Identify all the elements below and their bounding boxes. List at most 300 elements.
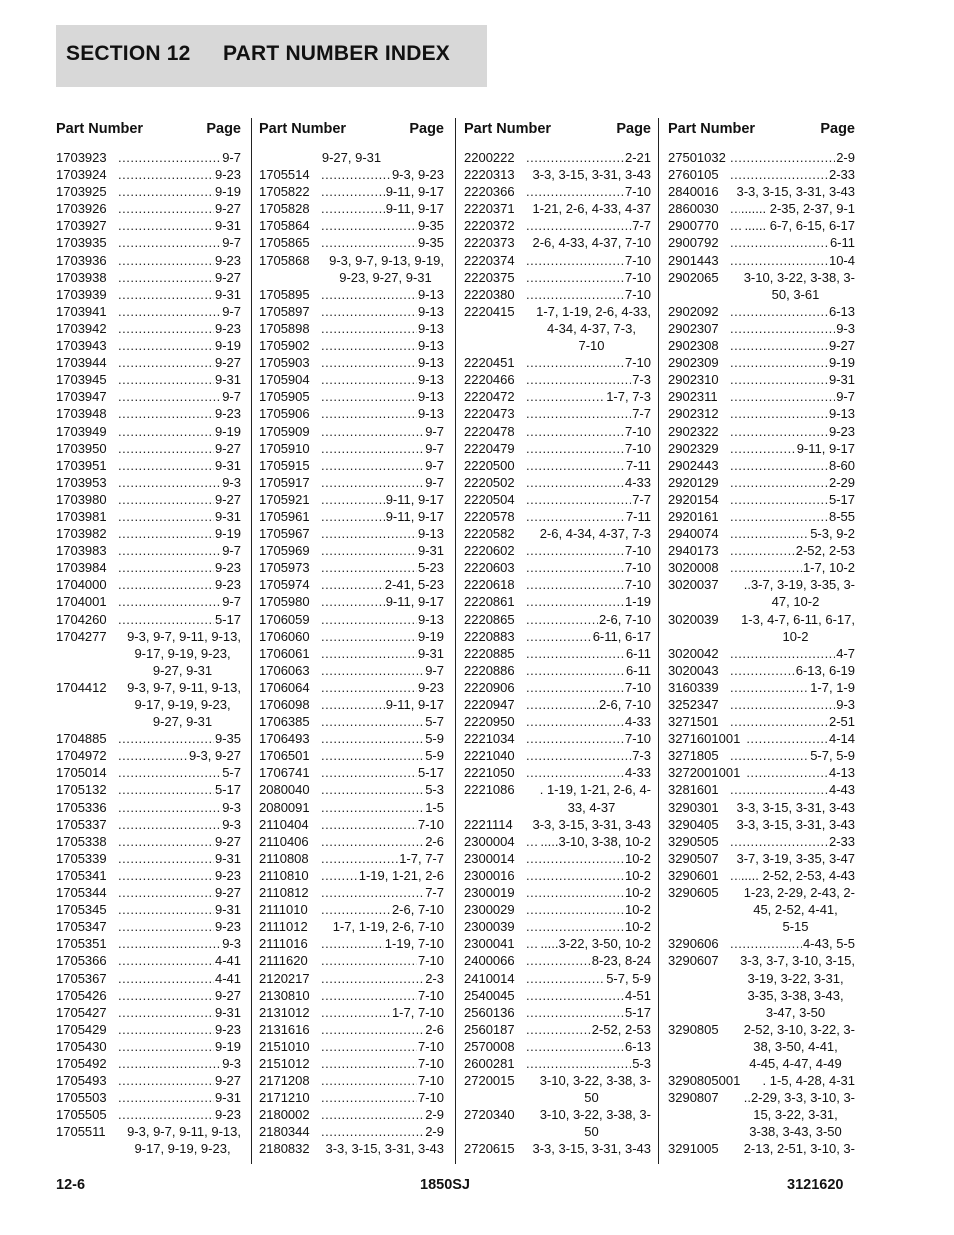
dot-leader: [118, 576, 214, 593]
page-ref: 9-27: [214, 1073, 241, 1089]
dot-leader: [526, 217, 631, 234]
index-entry: [668, 833, 855, 850]
page-ref: 7-11: [625, 508, 651, 524]
index-entry: [668, 474, 855, 491]
part-number: 1706501: [259, 748, 310, 764]
page-ref-line: 9-3, 9-7, 9-11, 9-13,: [127, 1124, 241, 1140]
page-refs: [526, 217, 651, 234]
page-ref-line: 3-47, 3-50: [765, 1004, 826, 1020]
page-refs: [321, 440, 444, 457]
page-ref: 9-19: [214, 338, 241, 354]
part-number: 1705909: [259, 423, 310, 439]
dot-leader: [321, 542, 417, 559]
page-refs: [118, 970, 241, 987]
page-ref: 7-10: [624, 423, 651, 439]
index-entry: [56, 1072, 241, 1089]
page-refs: [118, 303, 241, 320]
part-number: 2902307: [668, 320, 719, 336]
page-ref: 7-10: [624, 731, 651, 747]
index-column-1: [56, 118, 241, 1166]
dot-leader: [118, 183, 214, 200]
dot-leader: [526, 286, 624, 303]
index-entry: [668, 491, 855, 508]
index-entry: [668, 166, 855, 183]
dot-leader: [321, 764, 417, 781]
index-entry: [668, 269, 855, 303]
dot-leader: [118, 935, 221, 952]
page-ref: 9-35: [417, 235, 444, 251]
index-column-4: [668, 118, 855, 1166]
page-ref-line: 1-3, 4-7, 6-11, 6-17,: [741, 611, 855, 627]
dot-leader: [118, 833, 214, 850]
index-entry: [464, 286, 651, 303]
dot-leader: [730, 525, 809, 542]
index-entry: [259, 149, 444, 166]
page-ref: 6-11: [625, 662, 651, 678]
part-number: 2111012: [259, 919, 308, 935]
index-entry: [668, 713, 855, 730]
page-refs: [526, 457, 651, 474]
part-number: 2110810: [259, 867, 309, 883]
page-refs: [526, 371, 651, 388]
page-ref: 9-3: [836, 697, 855, 712]
page-refs: [526, 1055, 651, 1072]
page-refs: [526, 405, 651, 422]
part-number: 2920161: [668, 508, 719, 524]
index-entry: [259, 1089, 444, 1106]
part-number: 1703945: [56, 372, 107, 388]
dot-leader: [321, 183, 385, 200]
page-ref-line: ..3-7, 3-19, 3-35, 3-: [743, 577, 855, 593]
page-ref: 7-10: [417, 1055, 444, 1071]
page-ref: 6-11: [829, 235, 855, 251]
part-number: 1705980: [259, 594, 310, 610]
part-number: 2720615: [464, 1141, 515, 1157]
dot-leader: [526, 593, 624, 610]
part-number: 1705895: [259, 286, 310, 302]
page-refs: [321, 559, 444, 576]
page-ref: 9-7: [425, 474, 444, 490]
index-entry: [259, 781, 444, 798]
dot-leader: [730, 354, 828, 371]
page-ref: 9-35: [417, 218, 444, 234]
page-refs: [118, 1072, 241, 1089]
page-refs-continued: 9-27, 9-31: [321, 150, 382, 165]
page-ref: 6-11: [625, 645, 651, 661]
index-entry: [668, 884, 855, 935]
header-page: Page: [616, 121, 651, 137]
part-number: 1705493: [56, 1073, 107, 1089]
page-refs: [321, 901, 444, 918]
page-refs: [526, 286, 651, 303]
page-ref: 9-23: [214, 577, 241, 593]
index-entry: [56, 867, 241, 884]
page-ref-line: 2-52, 3-10, 3-22, 3-: [743, 1021, 855, 1037]
section-header: [56, 25, 487, 87]
page-ref: 1-5: [425, 799, 444, 815]
dot-leader: [526, 1055, 631, 1072]
page-ref: 7-7: [632, 491, 651, 507]
part-number: 1705430: [56, 1038, 107, 1054]
page-ref: 9-27: [214, 987, 241, 1003]
part-number: 2171208: [259, 1073, 310, 1089]
page-refs: [730, 354, 855, 371]
index-entry: [259, 799, 444, 816]
dot-leader: [321, 440, 424, 457]
dot-leader: [118, 388, 221, 405]
page-refs: [118, 474, 241, 491]
index-entry: [259, 867, 444, 884]
page-refs: [321, 1089, 444, 1106]
page-ref: 5-7: [425, 714, 444, 730]
page-refs: [118, 269, 241, 286]
page-ref: 7-10: [624, 184, 651, 200]
index-entry: [668, 1089, 855, 1140]
dot-leader: [526, 1038, 624, 1055]
part-number: 1705974: [259, 577, 310, 593]
index-entry: [668, 423, 855, 440]
index-entry: [56, 252, 241, 269]
part-number: 3272001001: [668, 765, 741, 781]
part-number: 1705337: [56, 816, 107, 832]
dot-leader: [118, 764, 221, 781]
index-entry: [259, 491, 444, 508]
index-entry: [259, 320, 444, 337]
page-ref: 3-3, 3-15, 3-31, 3-43: [325, 1141, 444, 1157]
index-entry: [56, 833, 241, 850]
page-refs: [730, 952, 855, 1020]
index-entry: [259, 440, 444, 457]
index-entry: [464, 611, 651, 628]
page-ref: 9-31: [214, 508, 241, 524]
index-entry: [668, 935, 855, 952]
part-number: 2220380: [464, 286, 515, 302]
dot-leader: [526, 371, 631, 388]
page-ref: 7-10: [624, 355, 651, 371]
part-number: 2221114: [464, 816, 513, 832]
page-ref: 9-27: [214, 201, 241, 217]
index-entry: [668, 217, 855, 234]
page-refs: [118, 320, 241, 337]
index-entry: [668, 764, 855, 781]
page-refs: [118, 799, 241, 816]
page-ref: 9-19: [417, 628, 444, 644]
page-refs: [730, 491, 855, 508]
index-entry: [464, 730, 651, 747]
part-number: 1705973: [259, 560, 310, 576]
page-ref-line: 9-3, 9-7, 9-11, 9-13,: [127, 679, 241, 695]
index-entry: [668, 1072, 855, 1089]
index-entry: [56, 234, 241, 251]
part-number: 2130810: [259, 987, 310, 1003]
page-refs: [321, 970, 444, 987]
header-part-number: Part Number: [56, 121, 144, 137]
part-number: 2220375: [464, 269, 515, 285]
header-page: Page: [820, 121, 855, 137]
dot-leader: [118, 901, 214, 918]
page-ref: 9-13: [417, 303, 444, 319]
page-refs: [321, 286, 444, 303]
part-number: 2110812: [259, 885, 309, 901]
index-entry: [464, 816, 651, 833]
page-ref-line: 9-3, 9-7, 9-13, 9-19,: [329, 252, 444, 268]
part-number: 1705915: [259, 457, 310, 473]
column-divider: [658, 118, 659, 1164]
index-entry: [464, 1106, 651, 1140]
dot-leader: [118, 405, 214, 422]
footer-model: 1850SJ: [420, 1177, 470, 1193]
part-number: 1705917: [259, 474, 310, 490]
page-ref: 2-13, 2-51, 3-10, 3-: [743, 1141, 855, 1157]
page-ref: 7-3: [632, 748, 651, 764]
page-ref: 7-7: [632, 218, 651, 234]
index-entry: [464, 542, 651, 559]
part-number: 1703948: [56, 406, 107, 422]
part-number: 2902312: [668, 406, 719, 422]
dot-leader: [118, 1038, 214, 1055]
dot-leader: [730, 679, 809, 696]
index-entry: [668, 149, 855, 166]
index-entry: [259, 952, 444, 969]
part-number: 3290606: [668, 936, 719, 952]
part-number: 1703936: [56, 252, 107, 268]
dot-leader: [321, 645, 417, 662]
part-number: 2220906: [464, 679, 515, 695]
page-refs: [118, 405, 241, 422]
part-number: 3281601: [668, 782, 719, 798]
page-ref: 9-27: [214, 833, 241, 849]
page-refs: [321, 234, 444, 251]
page-refs: [321, 764, 444, 781]
index-entry: [464, 269, 651, 286]
page-ref: 7-10: [624, 560, 651, 576]
part-number: 2940074: [668, 526, 719, 542]
dot-leader: [526, 833, 539, 850]
page-ref: 9-27: [214, 491, 241, 507]
part-number: 1703951: [56, 457, 107, 473]
part-number: 2220504: [464, 491, 515, 507]
page-refs: [118, 593, 241, 610]
page-refs: [730, 799, 855, 816]
page-ref: 6-13: [624, 1038, 651, 1054]
part-number: 2220313: [464, 167, 515, 183]
dot-leader: [526, 935, 539, 952]
page-refs: [321, 474, 444, 491]
dot-leader: [526, 747, 631, 764]
page-ref: 2-6, 7-10: [598, 697, 651, 712]
part-number: 2400066: [464, 953, 515, 969]
part-number: 1704972: [56, 748, 107, 764]
part-number: 2220372: [464, 218, 515, 234]
dot-leader: [730, 867, 740, 884]
index-entry: [668, 1140, 855, 1157]
page-refs: [321, 525, 444, 542]
page-refs: [321, 354, 444, 371]
dot-leader: [118, 457, 214, 474]
page-refs: [526, 1106, 651, 1140]
page-ref: 9-13: [417, 611, 444, 627]
page-refs: [730, 388, 855, 405]
part-number: 3290805001: [668, 1073, 741, 1089]
part-number: 2220374: [464, 252, 515, 268]
page-refs: [321, 1140, 444, 1157]
dot-leader: [730, 252, 828, 269]
dot-leader: [321, 1055, 417, 1072]
page-refs: [118, 918, 241, 935]
page-refs: [321, 576, 444, 593]
page-refs: [730, 645, 855, 662]
page-refs: [118, 901, 241, 918]
part-number: 3160339: [668, 679, 719, 695]
page-ref: 9-13: [417, 286, 444, 302]
dot-leader: [730, 457, 828, 474]
part-number: 2720015: [464, 1073, 515, 1089]
page-ref: 2-6: [425, 833, 444, 849]
index-entry: [668, 952, 855, 1020]
part-number: 2902065: [668, 269, 719, 285]
page-ref: 5-17: [828, 491, 855, 507]
dot-leader: [321, 1021, 424, 1038]
dot-leader: [118, 440, 214, 457]
page-refs: [526, 474, 651, 491]
page-refs: [526, 542, 651, 559]
dot-leader: [730, 474, 828, 491]
page-ref: 9-23: [214, 867, 241, 883]
part-number: 1703950: [56, 440, 107, 456]
page-refs: [118, 286, 241, 303]
index-entry: [56, 183, 241, 200]
part-number: 2221086: [464, 782, 515, 798]
dot-leader: [321, 371, 417, 388]
page-ref: 7-10: [624, 269, 651, 285]
page-ref: 4-43, 5-5: [802, 936, 855, 952]
index-entry: [259, 645, 444, 662]
index-entry: [259, 833, 444, 850]
index-entry: [56, 816, 241, 833]
index-entry: [668, 457, 855, 474]
part-number: 1705910: [259, 440, 310, 456]
index-entry: [259, 1004, 444, 1021]
part-number: 2220472: [464, 389, 515, 405]
page-refs: [118, 833, 241, 850]
index-entry: [464, 217, 651, 234]
index-entry: [668, 337, 855, 354]
dot-leader: [321, 491, 385, 508]
part-number: 1704277: [56, 628, 107, 644]
page-refs: [526, 850, 651, 867]
page-refs: [526, 354, 651, 371]
dot-leader: [118, 850, 214, 867]
page-ref: 9-11, 9-17: [385, 697, 444, 712]
page-refs: [730, 200, 855, 217]
index-entry: [464, 1004, 651, 1021]
page-refs: [118, 1089, 241, 1106]
index-entry: [464, 1021, 651, 1038]
page-ref: 4-14: [828, 731, 855, 747]
page-refs: [730, 440, 855, 457]
page-ref: 3-3, 3-15, 3-31, 3-43: [532, 816, 651, 832]
part-number: 2180344: [259, 1124, 310, 1140]
part-number: 2902308: [668, 338, 719, 354]
page-ref: 8-55: [828, 508, 855, 524]
page-refs: [321, 320, 444, 337]
page-refs: [118, 816, 241, 833]
index-entry: [259, 918, 444, 935]
page-refs: [730, 183, 855, 200]
index-entry: [668, 816, 855, 833]
part-number: 1705132: [56, 782, 107, 798]
page-ref-line: 15, 3-22, 3-31,: [753, 1107, 838, 1123]
page-ref: 5-3, 9-2: [810, 526, 855, 542]
index-entry: [56, 269, 241, 286]
index-entry: [259, 935, 444, 952]
part-number: 2151012: [259, 1055, 310, 1071]
page-ref: 7-7: [425, 885, 444, 901]
dot-leader: [526, 696, 598, 713]
dot-leader: [321, 405, 417, 422]
page-refs: [526, 935, 651, 952]
page-refs: [118, 576, 241, 593]
part-number: 2220578: [464, 508, 515, 524]
dot-leader: [526, 508, 625, 525]
page-ref: 9-7: [222, 235, 241, 251]
dot-leader: [321, 987, 417, 1004]
page-refs: [321, 679, 444, 696]
part-number: 2540045: [464, 987, 515, 1003]
page-refs: [118, 1038, 241, 1055]
dot-leader: [118, 371, 214, 388]
page-ref: 4-13: [828, 765, 855, 781]
index-entry: [56, 679, 241, 730]
index-entry: [668, 320, 855, 337]
index-entry: [668, 867, 855, 884]
page-refs: [118, 388, 241, 405]
page-ref: 9-35: [214, 731, 241, 747]
index-entry: [668, 303, 855, 320]
page-ref: 9-7: [222, 543, 241, 559]
part-number: 1705366: [56, 953, 107, 969]
page-ref: 9-13: [417, 355, 444, 371]
page-refs: [118, 337, 241, 354]
index-entry: [464, 423, 651, 440]
index-entry: [259, 183, 444, 200]
page-refs: [118, 1106, 241, 1123]
dot-leader: [321, 576, 384, 593]
page-refs: [526, 918, 651, 935]
part-number: 1706059: [259, 611, 310, 627]
page-refs: [118, 200, 241, 217]
page-refs: [118, 508, 241, 525]
page-ref-line: 50: [584, 1090, 599, 1106]
page-ref: 9-3: [222, 936, 241, 952]
index-entry: [259, 217, 444, 234]
page-refs: [730, 816, 855, 833]
part-number: 2900792: [668, 235, 719, 251]
page-ref: 2-52, 2-53: [795, 543, 855, 559]
part-number: 2171210: [259, 1090, 310, 1106]
page-ref: 10-4: [828, 252, 855, 268]
page-refs: [118, 234, 241, 251]
part-number: 1706385: [259, 714, 310, 730]
page-refs: [730, 371, 855, 388]
part-number: 1703942: [56, 320, 107, 336]
dot-leader: [526, 491, 631, 508]
part-number: 2902322: [668, 423, 719, 439]
page-ref: 9-31: [214, 286, 241, 302]
page-refs: [321, 1072, 444, 1089]
page-ref: 9-7: [836, 389, 855, 405]
index-entry: [464, 234, 651, 251]
